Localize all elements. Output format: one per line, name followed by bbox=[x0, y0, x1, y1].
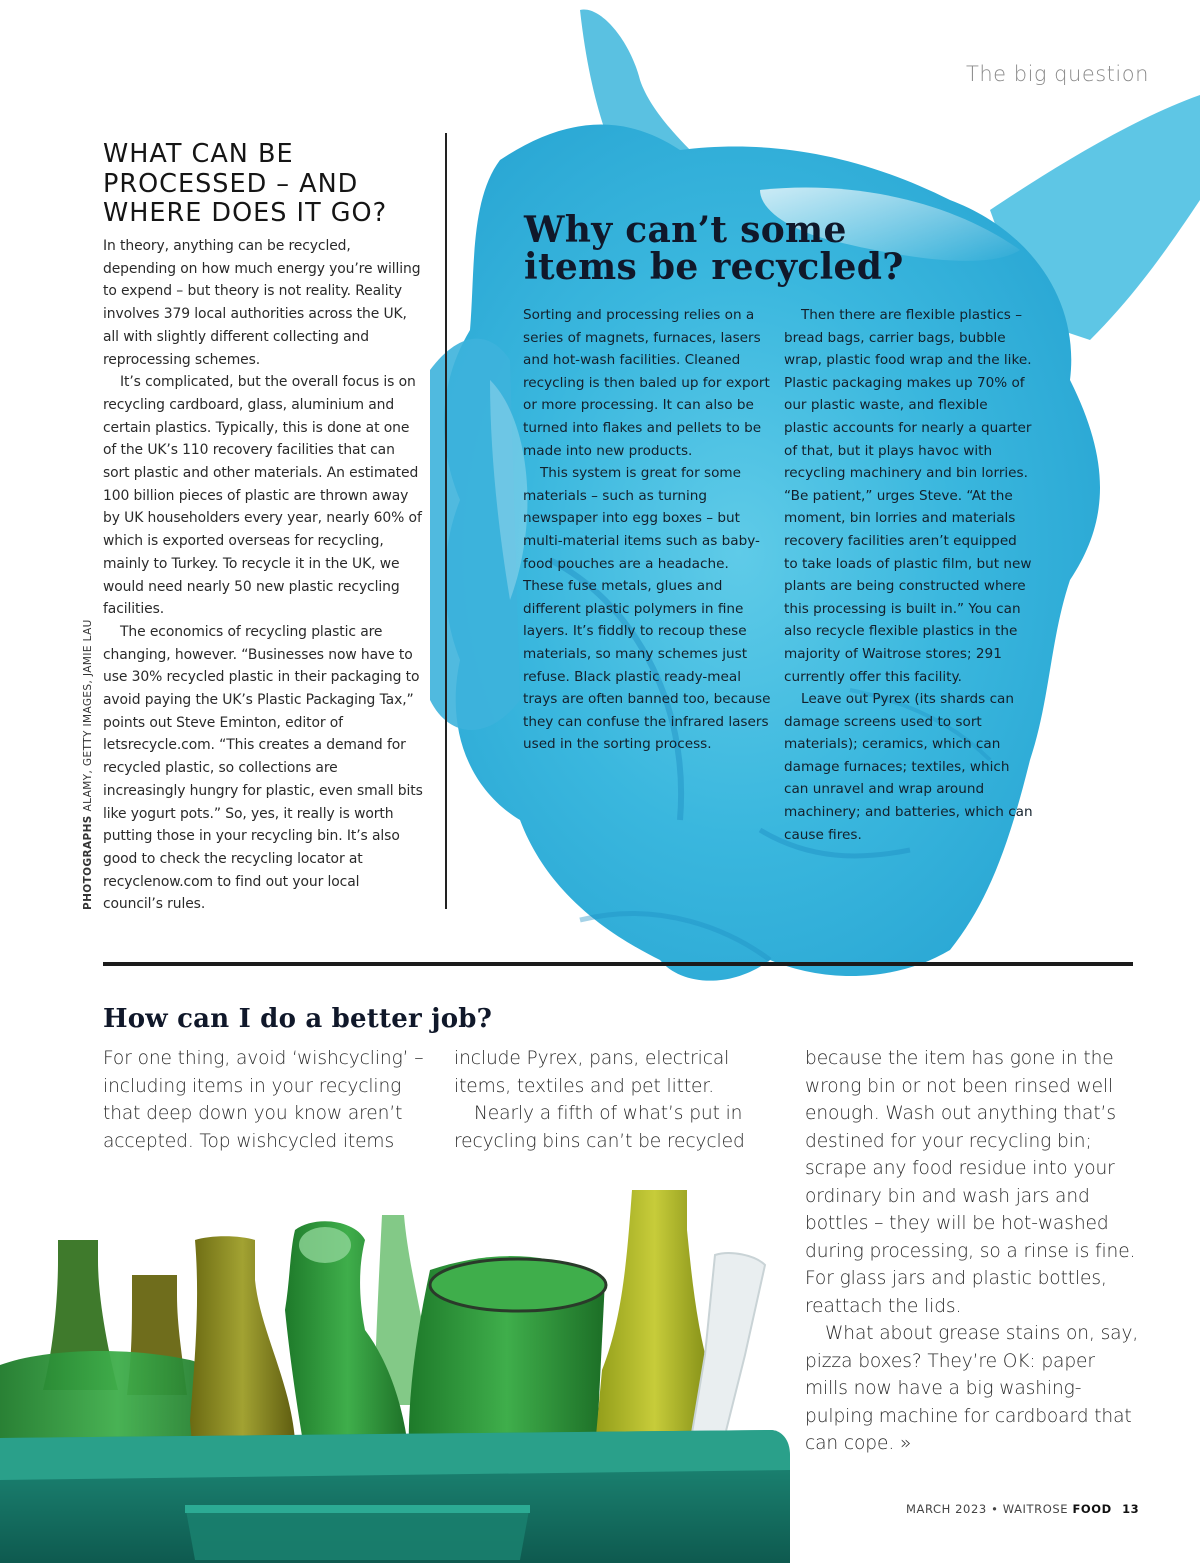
footer-separator: • bbox=[991, 1502, 999, 1516]
paragraph: For one thing, avoid ‘wishcycling’ – including items in your recycling that deep down you know aren’t accepted. Top wishcycled items bbox=[103, 1048, 424, 1152]
bottom-article-column-c bbox=[805, 1045, 1140, 1458]
issue-date: MARCH 2023 bbox=[906, 1502, 987, 1516]
publication-name-prefix: WAITROSE bbox=[1002, 1502, 1069, 1516]
paragraph: Then there are flexible plastics – bread bags, carrier bags, bubble wrap, plastic food wrap and the like. Plastic packaging makes up 70% of our plastic waste, and flexible plastic accounts for nearly a quarter of that, but it plays havoc with recycling machinery and bin lorries. “Be patient,” urges Steve. “At the moment, bin lorries and materials recovery facilities aren’t equipped to take loads of plastic film, but new plants are being constructed where this processing is built in.” You can also recycle flexible plastics in the majority of Waitrose stores; 291 currently offer this facility. bbox=[784, 307, 1032, 685]
title-line: WHAT CAN BE bbox=[103, 139, 294, 169]
page-footer bbox=[906, 1502, 1139, 1516]
paragraph: It’s complicated, but the overall focus is on recycling cardboard, glass, aluminium and certain plastics. Typically, this is done at one of the UK’s 110 recovery facilities that can sort plastic and other materials. An estimated 100 billion pieces of plastic are thrown away by UK householders every year, nearly 60% of which is exported overseas for recycling, mainly to Turkey. To recycle it in the UK, we would need nearly 50 new plastic recycling facilities. bbox=[103, 374, 422, 618]
title-line: Why can’t some bbox=[524, 209, 847, 251]
center-article-column-a bbox=[523, 304, 773, 756]
paragraph: What about grease stains on, say, pizza boxes? They’re OK: paper mills now have a big washing-pulping machine for cardboard that can cope. » bbox=[805, 1323, 1139, 1454]
page-number: 13 bbox=[1122, 1502, 1140, 1516]
paragraph: include Pyrex, pans, electrical items, textiles and pet litter. bbox=[454, 1048, 730, 1097]
paragraph: In theory, anything can be recycled, depending on how much energy you’re willing to expend – but theory is not reality. Reality involves 379 local authorities across the UK, all with slightly different collecting and reprocessing schemes. bbox=[103, 238, 421, 368]
title-line: WHERE DOES IT GO? bbox=[103, 198, 388, 228]
center-article-title bbox=[524, 209, 984, 288]
left-article-body bbox=[103, 235, 423, 916]
title-line: items be recycled? bbox=[524, 246, 904, 288]
column-divider bbox=[445, 133, 447, 909]
photo-credit bbox=[82, 619, 94, 910]
bottom-article-column-b bbox=[454, 1045, 784, 1155]
paragraph: The economics of recycling plastic are changing, however. “Businesses now have to use 30% recycled plastic in their packaging to avoid paying the UK’s Plastic Packaging Tax,” points out Steve Eminton, editor of letsrecycle.com. “This creates a demand for recycled plastic, so collections are increasingly hungry for plastic, even small bits like yogurt pots.” So, yes, it really is worth putting those in your recycling bin. It’s also good to check the recycling locator at recyclenow.com to find out your local council’s rules. bbox=[103, 623, 423, 913]
bottom-article-title: How can I do a better job? bbox=[103, 1004, 493, 1034]
section-label: The big question bbox=[966, 62, 1149, 86]
photo-credit-text: ALAMY, GETTY IMAGES, JAMIE LAU bbox=[82, 619, 94, 812]
photo-credit-label: PHOTOGRAPHS bbox=[82, 815, 94, 910]
paragraph: because the item has gone in the wrong bin or not been rinsed well enough. Wash out anything that’s destined for your recycling bin; scrape any food residue into your ordinary bin and wash jars and bottles – they will be hot-washed during processing, so a rinse is fine. For glass jars and plastic bottles, reattach the lids. bbox=[805, 1048, 1136, 1317]
paragraph: This system is great for some materials – such as turning newspaper into egg boxes – but multi-material items such as baby-food pouches are a headache. These fuse metals, glues and different plastic polymers in fine layers. It’s fiddly to recoup these materials, so many schemes just refuse. Black plastic ready-meal trays are often banned too, because they can confuse the infrared lasers used in the sorting process. bbox=[523, 465, 771, 753]
publication-name-suffix: FOOD bbox=[1072, 1502, 1112, 1516]
paragraph: Leave out Pyrex (its shards can damage screens used to sort materials); ceramics, which can damage furnaces; textiles, which can unravel and wrap around machinery; and batteries, which can cause fires. bbox=[784, 691, 1033, 843]
paragraph: Nearly a fifth of what’s put in recycling bins can’t be recycled bbox=[454, 1103, 745, 1152]
center-article-column-b bbox=[784, 304, 1034, 846]
section-divider bbox=[103, 962, 1133, 966]
title-line: PROCESSED – AND bbox=[103, 168, 359, 199]
left-article-title bbox=[103, 140, 443, 229]
paragraph: Sorting and processing relies on a series of magnets, furnaces, lasers and hot-wash facilities. Cleaned recycling is then baled up for export or more processing. It can also be turned into flakes and pellets to be made into new products. bbox=[523, 307, 770, 459]
recycling-bin-bottles-image bbox=[0, 1160, 790, 1563]
bottom-article-column-a bbox=[103, 1045, 443, 1155]
